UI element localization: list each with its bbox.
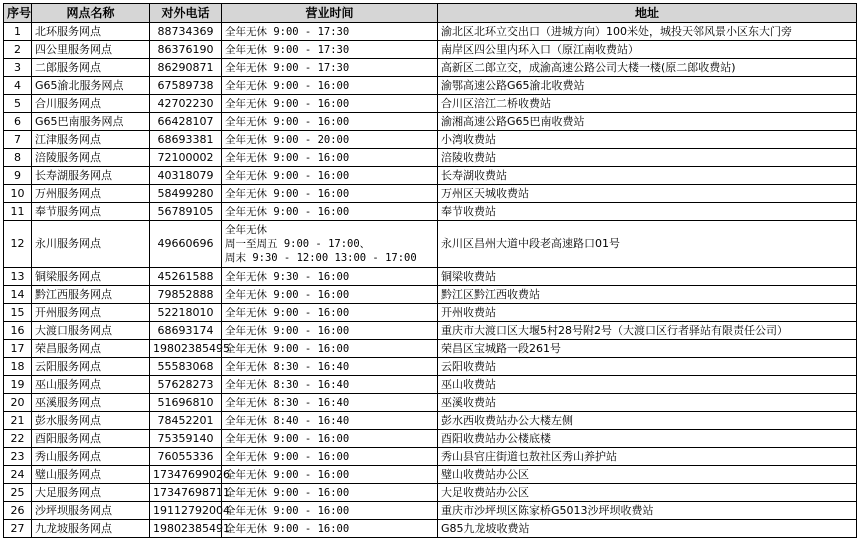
table-row: [4, 59, 857, 77]
outlet-hours: [222, 95, 438, 113]
row-number: 24: [4, 466, 32, 484]
hours-line: 全年无休 8:30 - 16:40: [225, 396, 350, 409]
outlet-address: 巫山收费站: [438, 376, 857, 394]
outlet-phone: 49660696: [150, 221, 222, 268]
outlet-address: 长寿湖收费站: [438, 167, 857, 185]
outlet-phone: 86290871: [150, 59, 222, 77]
outlet-phone: 42702230: [150, 95, 222, 113]
outlet-phone: 40318079: [150, 167, 222, 185]
table-row: [4, 484, 857, 502]
row-number: 1: [4, 23, 32, 41]
hours-line: 周一至周五 9:00 - 17:00、: [225, 238, 371, 250]
hours-line: 全年无休 8:30 - 16:40: [225, 360, 350, 373]
outlet-address: 璧山收费站办公区: [438, 466, 857, 484]
table-row: [4, 167, 857, 185]
outlet-name: 长寿湖服务网点: [32, 167, 150, 185]
outlet-phone: 78452201: [150, 412, 222, 430]
header-address: 地址: [438, 4, 857, 23]
row-number: 5: [4, 95, 32, 113]
outlet-address: G85九龙坡收费站: [438, 520, 857, 538]
outlet-address: 渝鄂高速公路G65渝北收费站: [438, 77, 857, 95]
table-row: [4, 77, 857, 95]
table-row: [4, 466, 857, 484]
outlet-address: 大足收费站办公区: [438, 484, 857, 502]
outlet-hours: [222, 59, 438, 77]
header-name: 网点名称: [32, 4, 150, 23]
table-row: [4, 95, 857, 113]
outlet-hours: [222, 466, 438, 484]
outlet-address: 小湾收费站: [438, 131, 857, 149]
hours-line: 全年无休 9:00 - 16:00: [225, 468, 350, 481]
hours-line: 全年无休 8:40 - 16:40: [225, 414, 350, 427]
outlet-phone: 17347698711: [150, 484, 222, 502]
outlet-phone: 76055336: [150, 448, 222, 466]
outlet-address: 秀山县官庄街道乜敖社区秀山养护站: [438, 448, 857, 466]
row-number: 16: [4, 322, 32, 340]
outlet-phone: 56789105: [150, 203, 222, 221]
outlet-hours: [222, 502, 438, 520]
outlet-address: 永川区昌州大道中段老高速路口01号: [438, 221, 857, 268]
hours-line: 全年无休 9:00 - 16:00: [225, 522, 350, 535]
outlet-hours: [222, 131, 438, 149]
outlet-name: 酉阳服务网点: [32, 430, 150, 448]
outlet-phone: 75359140: [150, 430, 222, 448]
outlet-address: 万州区天城收费站: [438, 185, 857, 203]
outlet-address: 涪陵收费站: [438, 149, 857, 167]
outlet-address: 开州收费站: [438, 304, 857, 322]
outlet-phone: 19802385495: [150, 340, 222, 358]
table-row: [4, 358, 857, 376]
row-number: 27: [4, 520, 32, 538]
row-number: 10: [4, 185, 32, 203]
outlet-address: 南岸区四公里内环入口（原江南收费站）: [438, 41, 857, 59]
outlet-hours: [222, 376, 438, 394]
outlet-phone: 19112792004: [150, 502, 222, 520]
table-row: [4, 41, 857, 59]
table-row: [4, 185, 857, 203]
hours-line: 周末 9:30 - 12:00 13:00 - 17:00: [225, 252, 417, 264]
outlet-phone: 67589738: [150, 77, 222, 95]
outlet-address: 荣昌区宝城路一段261号: [438, 340, 857, 358]
outlet-name: 巫溪服务网点: [32, 394, 150, 412]
table-row: [4, 322, 857, 340]
row-number: 6: [4, 113, 32, 131]
hours-line: 全年无休 9:00 - 16:00: [225, 324, 350, 337]
outlet-name: 荣昌服务网点: [32, 340, 150, 358]
outlet-hours: [222, 286, 438, 304]
outlet-name: 九龙坡服务网点: [32, 520, 150, 538]
row-number: 12: [4, 221, 32, 268]
outlet-hours: [222, 268, 438, 286]
outlet-name: 江津服务网点: [32, 131, 150, 149]
table-row: [4, 203, 857, 221]
hours-line: 全年无休 9:30 - 16:00: [225, 270, 350, 283]
outlet-address: 高新区二郎立交，成渝高速公路公司大楼一楼(原二郎收费站): [438, 59, 857, 77]
hours-line: 全年无休 9:00 - 17:30: [225, 25, 350, 38]
outlet-name: 彭水服务网点: [32, 412, 150, 430]
table-header-row: [4, 4, 857, 23]
table-row: [4, 412, 857, 430]
table-body: [4, 23, 857, 538]
outlet-hours: [222, 185, 438, 203]
outlet-hours: [222, 304, 438, 322]
row-number: 25: [4, 484, 32, 502]
outlet-name: 四公里服务网点: [32, 41, 150, 59]
outlet-name: 万州服务网点: [32, 185, 150, 203]
hours-line: 全年无休 9:00 - 16:00: [225, 169, 350, 182]
row-number: 21: [4, 412, 32, 430]
outlet-address: 彭水西收费站办公大楼左侧: [438, 412, 857, 430]
outlet-hours: [222, 23, 438, 41]
outlet-name: 铜梁服务网点: [32, 268, 150, 286]
outlet-hours: [222, 203, 438, 221]
row-number: 4: [4, 77, 32, 95]
outlet-hours: [222, 322, 438, 340]
table-row: [4, 448, 857, 466]
hours-line: 全年无休 9:00 - 16:00: [225, 151, 350, 164]
outlet-name: G65巴南服务网点: [32, 113, 150, 131]
outlet-hours: [222, 430, 438, 448]
outlet-name: 合川服务网点: [32, 95, 150, 113]
outlet-name: 沙坪坝服务网点: [32, 502, 150, 520]
row-number: 18: [4, 358, 32, 376]
outlet-name: 云阳服务网点: [32, 358, 150, 376]
header-phone: 对外电话: [150, 4, 222, 23]
outlet-hours: [222, 358, 438, 376]
row-number: 23: [4, 448, 32, 466]
outlet-hours: [222, 520, 438, 538]
hours-line: 全年无休 9:00 - 20:00: [225, 133, 350, 146]
service-outlet-table: [3, 3, 857, 538]
outlet-phone: 55583068: [150, 358, 222, 376]
hours-line: 全年无休 8:30 - 16:40: [225, 378, 350, 391]
outlet-phone: 66428107: [150, 113, 222, 131]
outlet-phone: 51696810: [150, 394, 222, 412]
row-number: 26: [4, 502, 32, 520]
hours-line: 全年无休 9:00 - 16:00: [225, 205, 350, 218]
outlet-address: 奉节收费站: [438, 203, 857, 221]
outlet-address: 巫溪收费站: [438, 394, 857, 412]
outlet-hours: [222, 149, 438, 167]
table-row: [4, 394, 857, 412]
row-number: 2: [4, 41, 32, 59]
row-number: 8: [4, 149, 32, 167]
outlet-phone: 58499280: [150, 185, 222, 203]
table-row: [4, 149, 857, 167]
outlet-hours: [222, 167, 438, 185]
outlet-name: 开州服务网点: [32, 304, 150, 322]
table-row: [4, 502, 857, 520]
table-row: [4, 376, 857, 394]
outlet-address: 云阳收费站: [438, 358, 857, 376]
outlet-hours: [222, 394, 438, 412]
outlet-name: 秀山服务网点: [32, 448, 150, 466]
hours-line: 全年无休 9:00 - 16:00: [225, 504, 350, 517]
row-number: 11: [4, 203, 32, 221]
outlet-phone: 57628273: [150, 376, 222, 394]
outlet-phone: 88734369: [150, 23, 222, 41]
outlet-name: 涪陵服务网点: [32, 149, 150, 167]
outlet-name: 北环服务网点: [32, 23, 150, 41]
outlet-name: 永川服务网点: [32, 221, 150, 268]
row-number: 17: [4, 340, 32, 358]
outlet-hours: [222, 221, 438, 268]
hours-line: 全年无休 9:00 - 17:30: [225, 61, 350, 74]
hours-line: 全年无休 9:00 - 16:00: [225, 450, 350, 463]
hours-line: 全年无休 9:00 - 16:00: [225, 432, 350, 445]
hours-line: 全年无休: [225, 224, 267, 236]
outlet-hours: [222, 41, 438, 59]
hours-line: 全年无休 9:00 - 16:00: [225, 288, 350, 301]
outlet-phone: 79852888: [150, 286, 222, 304]
header-no: 序号: [4, 4, 32, 23]
table-row: [4, 430, 857, 448]
outlet-hours: [222, 113, 438, 131]
outlet-phone: 68693174: [150, 322, 222, 340]
row-number: 22: [4, 430, 32, 448]
table-row: [4, 221, 857, 268]
table-row: [4, 113, 857, 131]
outlet-phone: 72100002: [150, 149, 222, 167]
outlet-phone: 86376190: [150, 41, 222, 59]
table-row: [4, 268, 857, 286]
outlet-hours: [222, 340, 438, 358]
hours-line: 全年无休 9:00 - 16:00: [225, 79, 350, 92]
table-row: [4, 340, 857, 358]
outlet-address: 黔江区黔江西收费站: [438, 286, 857, 304]
outlet-address: 重庆市大渡口区大堰5村28号附2号（大渡口区行者驿站有限责任公司）: [438, 322, 857, 340]
outlet-address: 铜梁收费站: [438, 268, 857, 286]
outlet-name: 奉节服务网点: [32, 203, 150, 221]
hours-line: 全年无休 9:00 - 16:00: [225, 187, 350, 200]
hours-line: 全年无休 9:00 - 16:00: [225, 486, 350, 499]
outlet-name: 璧山服务网点: [32, 466, 150, 484]
row-number: 13: [4, 268, 32, 286]
outlet-name: G65渝北服务网点: [32, 77, 150, 95]
table-row: [4, 131, 857, 149]
outlet-phone: 52218010: [150, 304, 222, 322]
outlet-address: 渝北区北环立交出口（进城方向）100米处，城投天邻风景小区东大门旁: [438, 23, 857, 41]
row-number: 3: [4, 59, 32, 77]
row-number: 9: [4, 167, 32, 185]
table-row: [4, 286, 857, 304]
row-number: 19: [4, 376, 32, 394]
outlet-name: 大足服务网点: [32, 484, 150, 502]
outlet-address: 渝湘高速公路G65巴南收费站: [438, 113, 857, 131]
hours-line: 全年无休 9:00 - 16:00: [225, 115, 350, 128]
row-number: 14: [4, 286, 32, 304]
outlet-phone: 45261588: [150, 268, 222, 286]
outlet-hours: [222, 412, 438, 430]
table-row: [4, 520, 857, 538]
row-number: 7: [4, 131, 32, 149]
table-row: [4, 23, 857, 41]
outlet-phone: 68693381: [150, 131, 222, 149]
outlet-address: 酉阳收费站办公楼底楼: [438, 430, 857, 448]
outlet-hours: [222, 448, 438, 466]
outlet-name: 巫山服务网点: [32, 376, 150, 394]
hours-line: 全年无休 9:00 - 16:00: [225, 306, 350, 319]
outlet-hours: [222, 77, 438, 95]
hours-line: 全年无休 9:00 - 16:00: [225, 97, 350, 110]
row-number: 20: [4, 394, 32, 412]
outlet-name: 大渡口服务网点: [32, 322, 150, 340]
row-number: 15: [4, 304, 32, 322]
hours-line: 全年无休 9:00 - 17:30: [225, 43, 350, 56]
outlet-name: 黔江西服务网点: [32, 286, 150, 304]
table-row: [4, 304, 857, 322]
hours-line: 全年无休 9:00 - 16:00: [225, 342, 350, 355]
outlet-address: 合川区涪江二桥收费站: [438, 95, 857, 113]
outlet-name: 二郎服务网点: [32, 59, 150, 77]
header-hours: 营业时间: [222, 4, 438, 23]
outlet-address: 重庆市沙坪坝区陈家桥G5013沙坪坝收费站: [438, 502, 857, 520]
outlet-phone: 19802385491: [150, 520, 222, 538]
outlet-hours: [222, 484, 438, 502]
outlet-phone: 17347699026: [150, 466, 222, 484]
